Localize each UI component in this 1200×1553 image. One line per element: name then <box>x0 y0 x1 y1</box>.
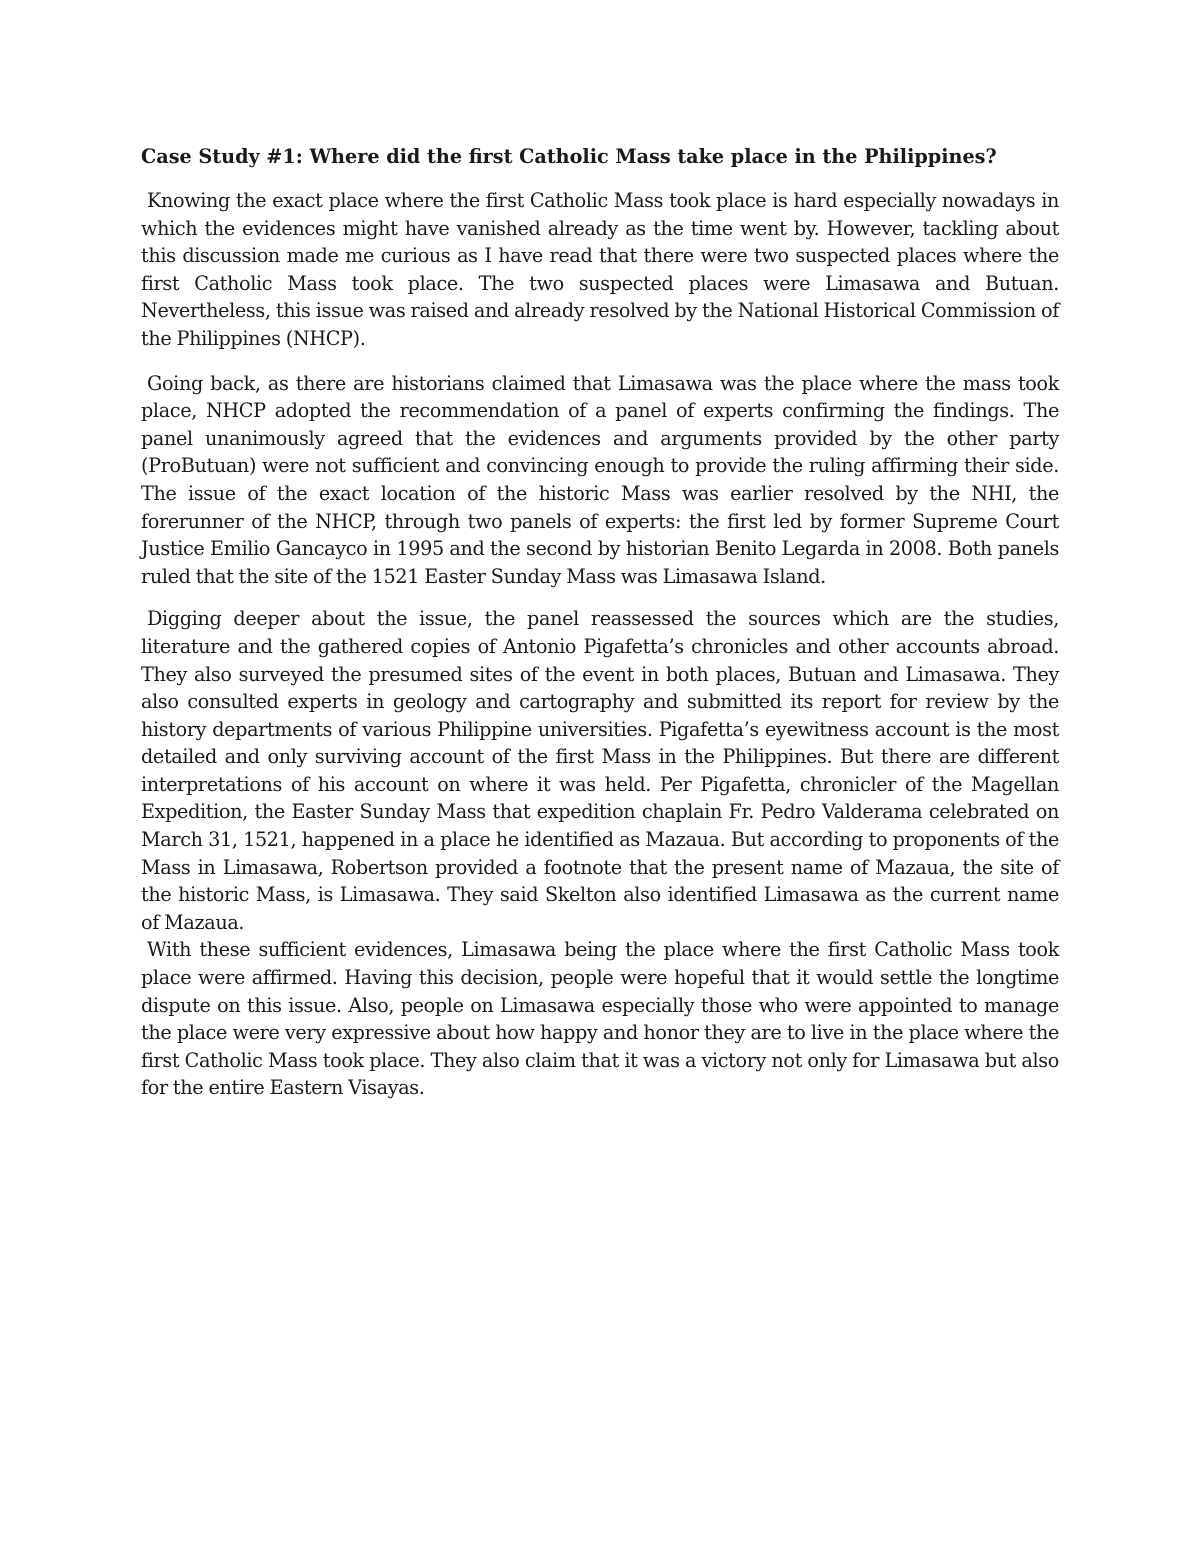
paragraph-1: Knowing the exact place where the first Catholic Mass took place is hard especially nowadays in which the evidences might have vanished already as the time went by. However, tackling about this discussion made me curious as I have read that there were two suspected places where the first Catholic Mass took place. The two suspected places were Limasawa and Butuan. Nevertheless, this issue was raised and already resolved by the National Historical Commission of the Philippines (NHCP). <box>141 189 1059 350</box>
document-body <box>141 143 1059 1102</box>
paragraph-2: Going back, as there are historians claimed that Limasawa was the place where the mass took place, NHCP adopted the recommendation of a panel of experts confirming the findings. The panel unanimously agreed that the evidences and arguments provided by the other party (ProButuan) were not sufficient and convincing enough to provide the ruling affirming their side. The issue of the exact location of the historic Mass was earlier resolved by the NHI, the forerunner of the NHCP, through two panels of experts: the first led by former Supreme Court Justice Emilio Gancayco in 1995 and the second by historian Benito Legarda in 2008. Both panels ruled that the site of the 1521 Easter Sunday Mass was Limasawa Island. <box>141 371 1059 588</box>
case-study-title: Case Study #1: Where did the first Catholic Mass take place in the Philippines? <box>141 145 997 168</box>
paragraph-4: With these sufficient evidences, Limasawa being the place where the first Catholic Mass took place were affirmed. Having this decision, people were hopeful that it would settle the longtime dispute on this issue. Also, people on Limasawa especially those who were appointed to manage the place were very expressive about how happy and honor they are to live in the place where the first Catholic Mass took place. They also claim that it was a victory not only for Limasawa but also for the entire Eastern Visayas. <box>141 938 1059 1100</box>
paragraph-3: Digging deeper about the issue, the panel reassessed the sources which are the studies, literature and the gathered copies of Antonio Pigafetta’s chronicles and other accounts abroad. They also surveyed the presumed sites of the event in both places, Butuan and Limasawa. They also consulted experts in geology and cartography and submitted its report for review by the history departments of various Philippine universities. Pigafetta’s eyewitness account is the most detailed and only surviving account of the first Mass in the Philippines. But there are different interpretations of his account on where it was held. Per Pigafetta, chronicler of the Magellan Expedition, the Easter Sunday Mass that expedition chaplain Fr. Pedro Valderama celebrated on March 31, 1521, happened in a place he identified as Mazaua. But according to proponents of the Mass in Limasawa, Robertson provided a footnote that the present name of Mazaua, the site of the historic Mass, is Limasawa. They said Skelton also identified Limasawa as the current name of Mazaua. <box>141 607 1059 934</box>
